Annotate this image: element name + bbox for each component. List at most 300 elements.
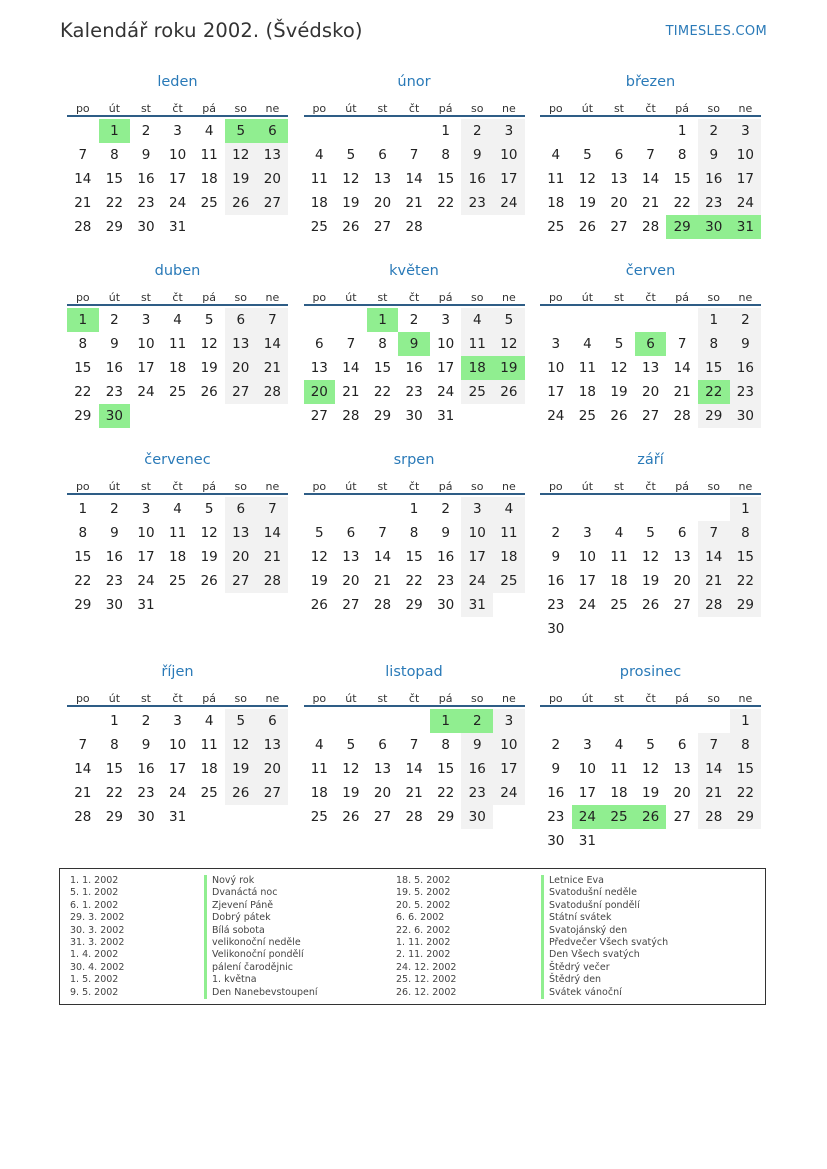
day-cell: 18 xyxy=(610,785,628,801)
day-cell: 26 xyxy=(200,573,218,589)
day-cell: 5 xyxy=(346,147,356,163)
weekday-label: pá xyxy=(202,480,217,493)
empty-cell xyxy=(257,215,289,239)
day-cell: 30 xyxy=(137,219,155,235)
holiday-name: Svátek vánoční xyxy=(549,986,622,998)
month-calendar xyxy=(304,450,525,662)
weekend-day-cell: 10 xyxy=(493,143,525,167)
day-cell: 10 xyxy=(437,336,455,352)
weekend-day-cell: 29 xyxy=(730,805,762,829)
day-cell: 28 xyxy=(373,597,392,613)
day-cell: 10 xyxy=(137,525,155,541)
holiday-name: Letnice Eva xyxy=(549,875,604,886)
day-cell: 3 xyxy=(583,525,592,541)
day-cell: 17 xyxy=(547,384,565,400)
day-cell: 19 xyxy=(342,195,360,211)
day-cell: 3 xyxy=(173,123,182,139)
day-cell: 23 xyxy=(547,809,565,825)
day-cell: 7 xyxy=(378,525,387,541)
empty-cell xyxy=(635,709,667,733)
day-cell: 30 xyxy=(547,621,565,637)
day-cell: 6 xyxy=(677,737,687,753)
holiday-date: 1. 5. 2002 xyxy=(70,974,119,986)
weekday-label: po xyxy=(312,291,327,304)
day-cell: 31 xyxy=(437,408,455,424)
weekday-label: so xyxy=(707,102,720,115)
weekday-label: pá xyxy=(202,102,217,115)
empty-cell xyxy=(603,497,635,521)
empty-cell xyxy=(493,805,525,829)
day-cell: 7 xyxy=(646,147,655,163)
day-cell: 24 xyxy=(137,573,155,589)
weekday-label: st xyxy=(140,102,151,115)
empty-cell xyxy=(603,119,635,143)
empty-cell xyxy=(572,709,604,733)
day-cell: 6 xyxy=(315,336,324,352)
weekday-label: pá xyxy=(675,692,690,705)
empty-cell xyxy=(304,497,336,521)
brand-link[interactable]: TIMESLES.COM xyxy=(665,24,767,39)
holiday-day-cell: 25 xyxy=(603,805,635,829)
empty-cell xyxy=(572,308,604,332)
day-cell: 18 xyxy=(578,384,596,400)
weekend-day-cell: 14 xyxy=(698,757,730,781)
holiday-name: Nový rok xyxy=(212,875,255,886)
empty-cell xyxy=(603,617,635,641)
day-cell: 8 xyxy=(409,525,419,541)
empty-cell xyxy=(635,308,667,332)
day-grid xyxy=(304,497,525,617)
day-cell: 5 xyxy=(583,147,592,163)
day-cell: 18 xyxy=(547,195,565,211)
day-cell: 22 xyxy=(74,573,92,589)
day-cell: 23 xyxy=(437,573,455,589)
holiday-date: 22. 6. 2002 xyxy=(396,924,451,936)
weekday-label: út xyxy=(581,291,594,304)
month-calendar xyxy=(304,261,525,450)
day-cell: 28 xyxy=(342,408,360,424)
day-cell: 3 xyxy=(141,312,151,328)
day-cell: 17 xyxy=(437,360,455,376)
empty-cell xyxy=(666,617,698,641)
day-cell: 29 xyxy=(405,597,423,613)
day-cell: 15 xyxy=(673,171,691,187)
day-cell: 28 xyxy=(405,219,423,235)
day-cell: 5 xyxy=(614,336,624,352)
day-cell: 21 xyxy=(342,384,360,400)
empty-cell xyxy=(698,617,730,641)
day-cell: 31 xyxy=(137,597,155,613)
holiday-name: Dvanáctá noc xyxy=(212,887,278,899)
day-cell: 19 xyxy=(610,384,628,400)
day-cell: 16 xyxy=(547,785,565,801)
weekend-day-cell: 27 xyxy=(257,781,289,805)
empty-cell xyxy=(635,119,667,143)
day-cell: 2 xyxy=(141,713,151,729)
day-cell: 31 xyxy=(168,809,187,825)
day-cell: 18 xyxy=(200,761,218,777)
holiday-day-cell: 6 xyxy=(257,119,289,143)
day-cell: 12 xyxy=(610,360,628,376)
day-cell: 11 xyxy=(610,761,628,777)
weekend-day-cell: 30 xyxy=(461,805,493,829)
empty-cell xyxy=(461,404,493,428)
weekend-day-cell: 9 xyxy=(730,332,762,356)
holiday-day-cell: 2 xyxy=(461,709,493,733)
empty-cell xyxy=(635,497,667,521)
weekend-day-cell: 26 xyxy=(493,380,525,404)
weekend-day-cell: 14 xyxy=(257,521,289,545)
weekday-label: út xyxy=(108,102,121,115)
weekend-day-cell: 21 xyxy=(698,781,730,805)
day-cell: 9 xyxy=(141,147,151,163)
day-cell: 16 xyxy=(137,761,155,777)
day-cell: 1 xyxy=(441,123,450,139)
day-cell: 21 xyxy=(673,384,691,400)
weekday-label: pá xyxy=(438,291,453,304)
weekend-day-cell: 6 xyxy=(225,497,257,521)
weekend-day-cell: 29 xyxy=(730,593,762,617)
empty-cell xyxy=(493,215,525,239)
holiday-name: Státní svátek xyxy=(549,912,612,924)
weekday-label: st xyxy=(377,102,388,115)
weekday-label: út xyxy=(345,692,357,705)
day-cell: 25 xyxy=(578,408,596,424)
day-cell: 8 xyxy=(378,336,387,352)
holiday-name-column xyxy=(204,875,318,999)
weekday-label: čt xyxy=(645,692,656,705)
empty-cell xyxy=(666,308,698,332)
holiday-day-cell: 29 xyxy=(666,215,698,239)
day-cell: 12 xyxy=(641,549,660,565)
holiday-name: Svatodušní pondělí xyxy=(549,899,640,911)
empty-cell xyxy=(730,829,762,853)
day-cell: 5 xyxy=(315,525,324,541)
holiday-day-cell: 5 xyxy=(225,119,257,143)
day-cell: 16 xyxy=(437,549,455,565)
holiday-date: 1. 11. 2002 xyxy=(396,936,451,948)
day-cell: 29 xyxy=(74,597,92,613)
day-cell: 21 xyxy=(405,785,423,801)
weekend-day-cell: 19 xyxy=(225,757,257,781)
empty-cell xyxy=(540,119,572,143)
day-cell: 23 xyxy=(405,384,423,400)
holiday-day-cell: 1 xyxy=(430,709,462,733)
weekend-day-cell: 5 xyxy=(493,308,525,332)
weekend-day-cell: 17 xyxy=(493,757,525,781)
weekend-day-cell: 3 xyxy=(461,497,493,521)
empty-cell xyxy=(367,497,399,521)
day-cell: 22 xyxy=(74,384,92,400)
day-cell: 14 xyxy=(641,171,660,187)
weekend-day-cell: 9 xyxy=(698,143,730,167)
weekend-day-cell: 7 xyxy=(257,497,289,521)
month-calendar xyxy=(67,662,288,874)
holiday-date: 25. 12. 2002 xyxy=(396,974,457,986)
day-cell: 28 xyxy=(641,219,660,235)
empty-cell xyxy=(698,829,730,853)
weekend-day-cell: 30 xyxy=(730,404,762,428)
day-cell: 15 xyxy=(105,171,123,187)
weekend-day-cell: 11 xyxy=(493,521,525,545)
holiday-name: Předvečer Všech svatých xyxy=(549,936,669,948)
weekend-day-cell: 17 xyxy=(461,545,493,569)
weekend-day-cell: 28 xyxy=(257,569,289,593)
weekend-day-cell: 2 xyxy=(461,119,493,143)
weekday-label: st xyxy=(613,291,624,304)
day-grid xyxy=(67,709,288,829)
holiday-date: 2. 11. 2002 xyxy=(396,949,451,961)
day-cell: 20 xyxy=(673,573,691,589)
holiday-date: 31. 3. 2002 xyxy=(70,936,125,948)
month-calendar xyxy=(67,450,288,662)
weekday-label: so xyxy=(471,480,484,493)
day-cell: 13 xyxy=(373,761,392,777)
holiday-date: 1. 1. 2002 xyxy=(70,875,119,886)
weekday-label: ne xyxy=(501,291,516,304)
weekday-label: st xyxy=(140,291,151,304)
day-cell: 5 xyxy=(204,501,214,517)
day-cell: 11 xyxy=(200,147,218,163)
day-cell: 19 xyxy=(200,549,218,565)
weekend-day-cell: 12 xyxy=(225,733,257,757)
day-cell: 28 xyxy=(74,809,92,825)
weekend-day-cell: 20 xyxy=(225,356,257,380)
day-cell: 19 xyxy=(641,573,660,589)
day-cell: 14 xyxy=(74,171,92,187)
day-cell: 14 xyxy=(673,360,691,376)
day-cell: 17 xyxy=(137,549,155,565)
day-cell: 27 xyxy=(673,809,691,825)
weekend-day-cell: 21 xyxy=(257,356,289,380)
day-cell: 27 xyxy=(373,809,392,825)
day-cell: 11 xyxy=(168,525,187,541)
weekday-label: po xyxy=(548,692,563,705)
day-cell: 4 xyxy=(173,501,182,517)
weekend-day-cell: 7 xyxy=(257,308,289,332)
holiday-date: 26. 12. 2002 xyxy=(396,986,457,998)
day-cell: 17 xyxy=(578,573,596,589)
weekday-label: st xyxy=(377,692,388,705)
weekend-day-cell: 7 xyxy=(698,521,730,545)
weekend-day-cell: 15 xyxy=(730,545,762,569)
holiday-list xyxy=(59,868,766,1005)
day-cell: 26 xyxy=(578,219,596,235)
holiday-date: 30. 4. 2002 xyxy=(70,961,125,973)
day-cell: 26 xyxy=(641,597,660,613)
holiday-date-column xyxy=(396,875,456,999)
day-cell: 18 xyxy=(200,171,218,187)
weekday-header xyxy=(67,473,288,495)
weekend-day-cell: 20 xyxy=(225,545,257,569)
weekend-day-cell: 24 xyxy=(461,569,493,593)
day-cell: 7 xyxy=(409,147,419,163)
weekend-day-cell: 23 xyxy=(461,781,493,805)
holiday-day-cell: 1 xyxy=(67,308,99,332)
day-cell: 15 xyxy=(373,360,392,376)
holiday-date: 5. 1. 2002 xyxy=(70,887,119,899)
weekday-header xyxy=(540,473,761,495)
month-name: červen xyxy=(625,263,676,279)
holiday-day-cell: 9 xyxy=(398,332,430,356)
month-name: březen xyxy=(625,74,676,90)
holiday-day-cell: 20 xyxy=(304,380,336,404)
weekday-label: pá xyxy=(202,692,217,705)
day-cell: 27 xyxy=(310,408,328,424)
empty-cell xyxy=(572,617,604,641)
weekend-day-cell: 16 xyxy=(461,167,493,191)
empty-cell xyxy=(603,829,635,853)
weekday-label: ne xyxy=(501,480,516,493)
day-grid xyxy=(540,497,761,641)
weekday-label: po xyxy=(548,480,563,493)
weekday-label: čt xyxy=(172,692,183,705)
day-cell: 27 xyxy=(610,219,628,235)
weekday-label: so xyxy=(471,102,484,115)
empty-cell xyxy=(257,805,289,829)
day-cell: 2 xyxy=(110,312,119,328)
page-title: Kalendář roku 2002. (Švédsko) xyxy=(60,19,363,42)
day-cell: 25 xyxy=(310,809,328,825)
day-cell: 15 xyxy=(105,761,123,777)
empty-cell xyxy=(225,404,257,428)
month-calendar xyxy=(67,261,288,450)
day-cell: 5 xyxy=(646,525,655,541)
weekend-day-cell: 23 xyxy=(730,380,762,404)
day-cell: 11 xyxy=(610,549,628,565)
day-cell: 31 xyxy=(578,833,596,849)
weekday-label: so xyxy=(234,291,247,304)
day-cell: 19 xyxy=(578,195,596,211)
day-cell: 18 xyxy=(610,573,628,589)
day-cell: 8 xyxy=(441,147,450,163)
weekend-day-cell: 3 xyxy=(730,119,762,143)
weekday-label: ne xyxy=(501,692,516,705)
day-grid xyxy=(540,308,761,428)
day-cell: 10 xyxy=(547,360,565,376)
weekday-label: pá xyxy=(438,102,453,115)
weekend-day-cell: 5 xyxy=(225,709,257,733)
holiday-day-cell: 6 xyxy=(635,332,667,356)
day-cell: 9 xyxy=(110,525,119,541)
weekend-day-cell: 28 xyxy=(698,805,730,829)
day-cell: 2 xyxy=(551,525,561,541)
holiday-name: Den Nanebevstoupení xyxy=(212,986,318,998)
day-cell: 7 xyxy=(78,147,88,163)
weekday-header xyxy=(304,95,525,117)
day-cell: 18 xyxy=(168,549,187,565)
weekday-label: st xyxy=(613,480,624,493)
day-cell: 29 xyxy=(105,809,123,825)
day-grid xyxy=(67,308,288,428)
day-cell: 13 xyxy=(673,761,691,777)
day-cell: 18 xyxy=(168,360,187,376)
weekday-label: pá xyxy=(675,480,690,493)
empty-cell xyxy=(461,215,493,239)
day-cell: 24 xyxy=(137,384,155,400)
weekend-day-cell: 28 xyxy=(698,593,730,617)
day-cell: 1 xyxy=(677,123,687,139)
day-grid xyxy=(540,119,761,239)
weekday-header xyxy=(304,284,525,306)
holiday-name: Zjevení Páně xyxy=(212,899,274,911)
day-cell: 20 xyxy=(342,573,360,589)
day-cell: 19 xyxy=(641,785,660,801)
weekday-label: ne xyxy=(738,102,753,115)
weekday-header xyxy=(67,284,288,306)
day-cell: 12 xyxy=(641,761,660,777)
day-cell: 6 xyxy=(378,737,387,753)
weekend-day-cell: 3 xyxy=(493,709,525,733)
holiday-name-column xyxy=(541,875,668,999)
weekday-label: út xyxy=(345,480,357,493)
weekend-day-cell: 13 xyxy=(225,521,257,545)
weekday-label: ne xyxy=(265,480,280,493)
day-grid xyxy=(67,119,288,239)
day-cell: 31 xyxy=(168,219,187,235)
day-cell: 4 xyxy=(583,336,592,352)
day-cell: 14 xyxy=(405,761,423,777)
day-cell: 13 xyxy=(673,549,691,565)
day-cell: 10 xyxy=(578,549,596,565)
day-cell: 10 xyxy=(168,147,187,163)
day-cell: 23 xyxy=(105,384,123,400)
day-cell: 28 xyxy=(74,219,92,235)
day-cell: 21 xyxy=(373,573,392,589)
empty-cell xyxy=(572,497,604,521)
weekday-label: st xyxy=(377,480,388,493)
day-cell: 9 xyxy=(441,525,450,541)
empty-cell xyxy=(430,215,462,239)
holiday-day-cell: 1 xyxy=(99,119,131,143)
holiday-date: 18. 5. 2002 xyxy=(396,875,451,886)
day-cell: 30 xyxy=(105,597,123,613)
day-cell: 10 xyxy=(168,737,187,753)
weekend-day-cell: 26 xyxy=(225,781,257,805)
empty-cell xyxy=(635,829,667,853)
day-cell: 24 xyxy=(168,785,187,801)
holiday-date: 9. 5. 2002 xyxy=(70,986,119,998)
empty-cell xyxy=(304,709,336,733)
day-cell: 24 xyxy=(578,597,596,613)
weekday-label: pá xyxy=(438,692,453,705)
day-cell: 23 xyxy=(137,785,155,801)
weekend-day-cell: 18 xyxy=(493,545,525,569)
weekday-label: pá xyxy=(202,291,217,304)
empty-cell xyxy=(540,497,572,521)
holiday-date: 1. 4. 2002 xyxy=(70,949,119,961)
holiday-name: Svatojánský den xyxy=(549,924,628,936)
day-cell: 20 xyxy=(373,195,392,211)
empty-cell xyxy=(67,709,99,733)
weekday-label: po xyxy=(312,692,327,705)
empty-cell xyxy=(67,119,99,143)
holiday-day-cell: 26 xyxy=(635,805,667,829)
day-cell: 15 xyxy=(74,360,92,376)
empty-cell xyxy=(493,593,525,617)
empty-cell xyxy=(257,404,289,428)
weekend-day-cell: 24 xyxy=(730,191,762,215)
day-cell: 30 xyxy=(137,809,155,825)
empty-cell xyxy=(540,709,572,733)
day-cell: 30 xyxy=(547,833,565,849)
day-cell: 13 xyxy=(342,549,360,565)
day-cell: 2 xyxy=(441,501,450,517)
weekend-day-cell: 9 xyxy=(461,143,493,167)
weekend-day-cell: 27 xyxy=(225,569,257,593)
weekend-day-cell: 22 xyxy=(730,781,762,805)
day-cell: 19 xyxy=(342,785,360,801)
